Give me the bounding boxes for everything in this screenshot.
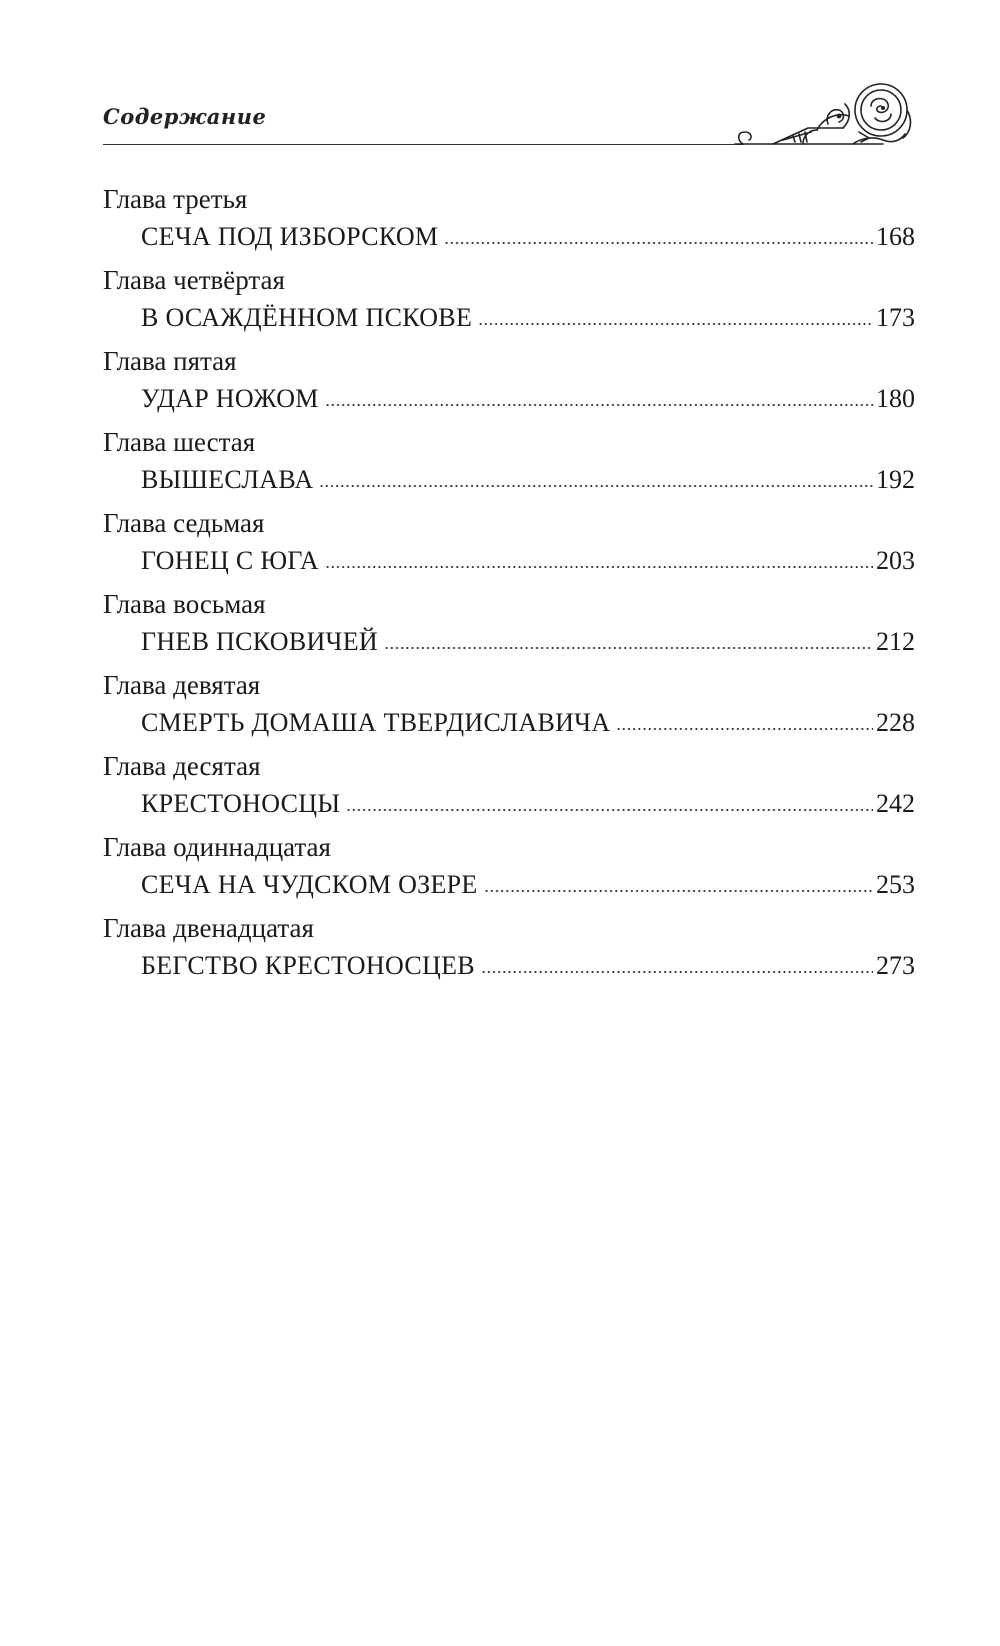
chapter-line: [141, 786, 915, 822]
page-number: 192: [876, 465, 915, 494]
chapter-line: [141, 300, 915, 336]
page-number: 253: [876, 870, 915, 899]
toc-entry[interactable]: [103, 830, 915, 911]
chapter-label: Глава девятая: [103, 670, 261, 700]
dot-leader: [319, 482, 873, 490]
dot-leader: [481, 968, 873, 976]
toc-entry[interactable]: [103, 425, 915, 506]
dot-leader: [444, 239, 873, 247]
chapter-title: ВЫШЕСЛАВА: [141, 465, 314, 494]
page-title: Содержание: [103, 104, 267, 129]
chapter-label: Глава восьмая: [103, 589, 266, 619]
running-head: [103, 100, 915, 150]
chapter-title: ГОНЕЦ С ЮГА: [141, 546, 319, 575]
page-number: 180: [876, 384, 915, 413]
toc-entry[interactable]: [103, 263, 915, 344]
toc-entry[interactable]: [103, 587, 915, 668]
page-number: 228: [876, 708, 915, 737]
toc-entry[interactable]: [103, 668, 915, 749]
dot-leader: [484, 887, 873, 895]
chapter-title: УДАР НОЖОМ: [141, 384, 319, 413]
toc-entry[interactable]: [103, 911, 915, 992]
toc-entry[interactable]: [103, 344, 915, 425]
scroll-ornament-icon: [733, 80, 915, 152]
chapter-label: Глава третья: [103, 184, 248, 214]
page-number: 168: [876, 222, 915, 251]
chapter-title: СЕЧА ПОД ИЗБОРСКОМ: [141, 222, 439, 251]
table-of-contents: [103, 182, 915, 992]
chapter-title: БЕГСТВО КРЕСТОНОСЦЕВ: [141, 951, 475, 980]
dot-leader: [616, 725, 873, 733]
toc-entry[interactable]: [103, 749, 915, 830]
page-number: 212: [876, 627, 915, 656]
chapter-label: Глава десятая: [103, 751, 261, 781]
chapter-title: СЕЧА НА ЧУДСКОМ ОЗЕРЕ: [141, 870, 478, 899]
chapter-line: [141, 705, 915, 741]
chapter-title: В ОСАЖДЁННОМ ПСКОВЕ: [141, 303, 473, 332]
chapter-label: Глава пятая: [103, 346, 237, 376]
toc-entry[interactable]: [103, 182, 915, 263]
chapter-line: [141, 948, 915, 984]
page-number: 203: [876, 546, 915, 575]
chapter-line: [141, 624, 915, 660]
chapter-label: Глава двенадцатая: [103, 913, 314, 943]
chapter-label: Глава четвёртая: [103, 265, 285, 295]
page-number: 173: [876, 303, 915, 332]
chapter-title: СМЕРТЬ ДОМАША ТВЕРДИСЛАВИЧА: [141, 708, 611, 737]
chapter-label: Глава седьмая: [103, 508, 265, 538]
chapter-line: [141, 462, 915, 498]
chapter-title: КРЕСТОНОСЦЫ: [141, 789, 341, 818]
chapter-line: [141, 381, 915, 417]
header-rule: [103, 144, 743, 145]
chapter-label: Глава одиннадцатая: [103, 832, 331, 862]
dot-leader: [384, 644, 873, 652]
chapter-label: Глава шестая: [103, 427, 256, 457]
dot-leader: [325, 563, 873, 571]
dot-leader: [325, 401, 873, 409]
chapter-line: [141, 867, 915, 903]
toc-entry[interactable]: [103, 506, 915, 587]
page-number: 242: [876, 789, 915, 818]
dot-leader: [346, 806, 873, 814]
chapter-line: [141, 543, 915, 579]
chapter-line: [141, 219, 915, 255]
chapter-title: ГНЕВ ПСКОВИЧЕЙ: [141, 627, 378, 656]
page-number: 273: [876, 951, 915, 980]
dot-leader: [478, 320, 873, 328]
